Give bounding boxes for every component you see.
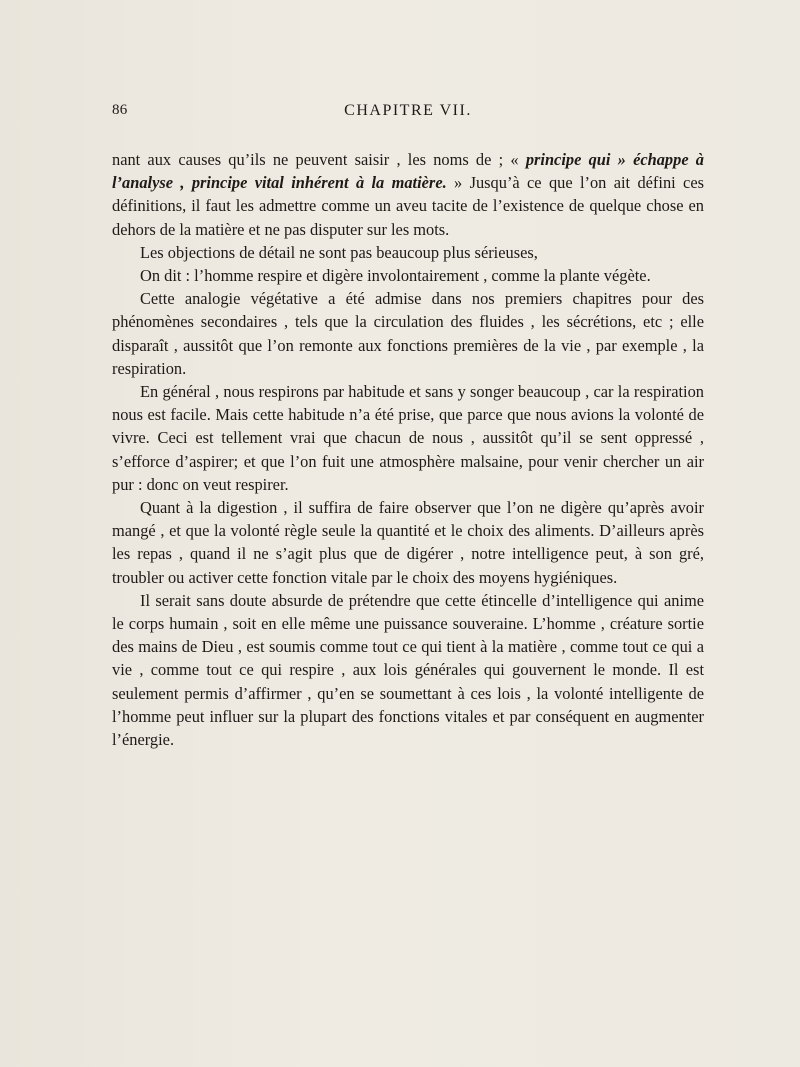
text-run: On dit : l’homme respire et digère involontairement , comme la plante végète. (140, 266, 651, 286)
text-run: Il serait sans doute absurde de prétendre que cette étincelle d’intelligence qui anime le corps humain , soit en elle même une puissance souveraine. L’homme , créature sortie des mains de Dieu , est soumis comme tout ce qui tient à la matière , comme tout ce qui a vie , comme tout ce qui respire , aux lois générales qui gouvernent le monde. Il est seulement permis d’affirmer , qu’en se soumettant à ces lois , la volonté intelligente de l’homme peut influer sur la plupart des fonctions vitales et par conséquent en augmenter l’énergie. (112, 590, 704, 750)
paragraph (112, 241, 704, 264)
page-number: 86 (112, 102, 128, 118)
body-text (112, 148, 704, 751)
paragraph (112, 287, 704, 380)
running-head: CHAPITRE VII. (344, 102, 472, 119)
page-header (112, 102, 704, 126)
paragraph (112, 496, 704, 589)
paragraph (112, 148, 704, 241)
text-run: » Jusqu’à ce que l’on ait défini ces définitions, il faut les admettre comme un aveu tacite de l’existence de quelque chose en dehors de la matière et ne pas disputer sur les mots. (112, 173, 704, 239)
paragraph (112, 380, 704, 496)
text-run: nant aux causes qu’ils ne peuvent saisir , les noms de ; « (112, 150, 526, 169)
text-run: Quant à la digestion , il suffira de faire observer que l’on ne digère qu’après avoir mangé , et que la volonté règle seule la quantité et le choix des aliments. D’ailleurs après les repas , quand il ne s’agit plus que de digérer , notre intelligence peut, à son gré, troubler ou activer cette fonction vitale par le choix des moyens hygiéniques. (112, 498, 704, 587)
paragraph (112, 589, 704, 751)
text-run: Les objections de détail ne sont pas beaucoup plus sérieuses, (140, 242, 538, 262)
italic-quote: principe qui » échappe à l’analyse , principe vital inhérent à la matière. (112, 150, 705, 193)
text-run: Cette analogie végétative a été admise dans nos premiers chapitres pour des phénomènes secondaires , tels que la circulation des fluides , les sécrétions, etc ; elle disparaît , aussitôt que l’on remonte aux fonctions premières de la vie , par exemple , la respiration. (112, 289, 704, 378)
text-run: En général , nous respirons par habitude et sans y songer beaucoup , car la respiration nous est facile. Mais cette habitude n’a été prise, que parce que nous avions la volonté de vivre. Ceci est tellement vrai que chacun de nous , aussitôt qu’il se sent oppressé , s’efforce d’aspirer; et que l’on fuit une atmosphère malsaine, pour venir chercher un air pur : donc on veut respirer. (112, 382, 704, 494)
paragraph (112, 264, 704, 287)
